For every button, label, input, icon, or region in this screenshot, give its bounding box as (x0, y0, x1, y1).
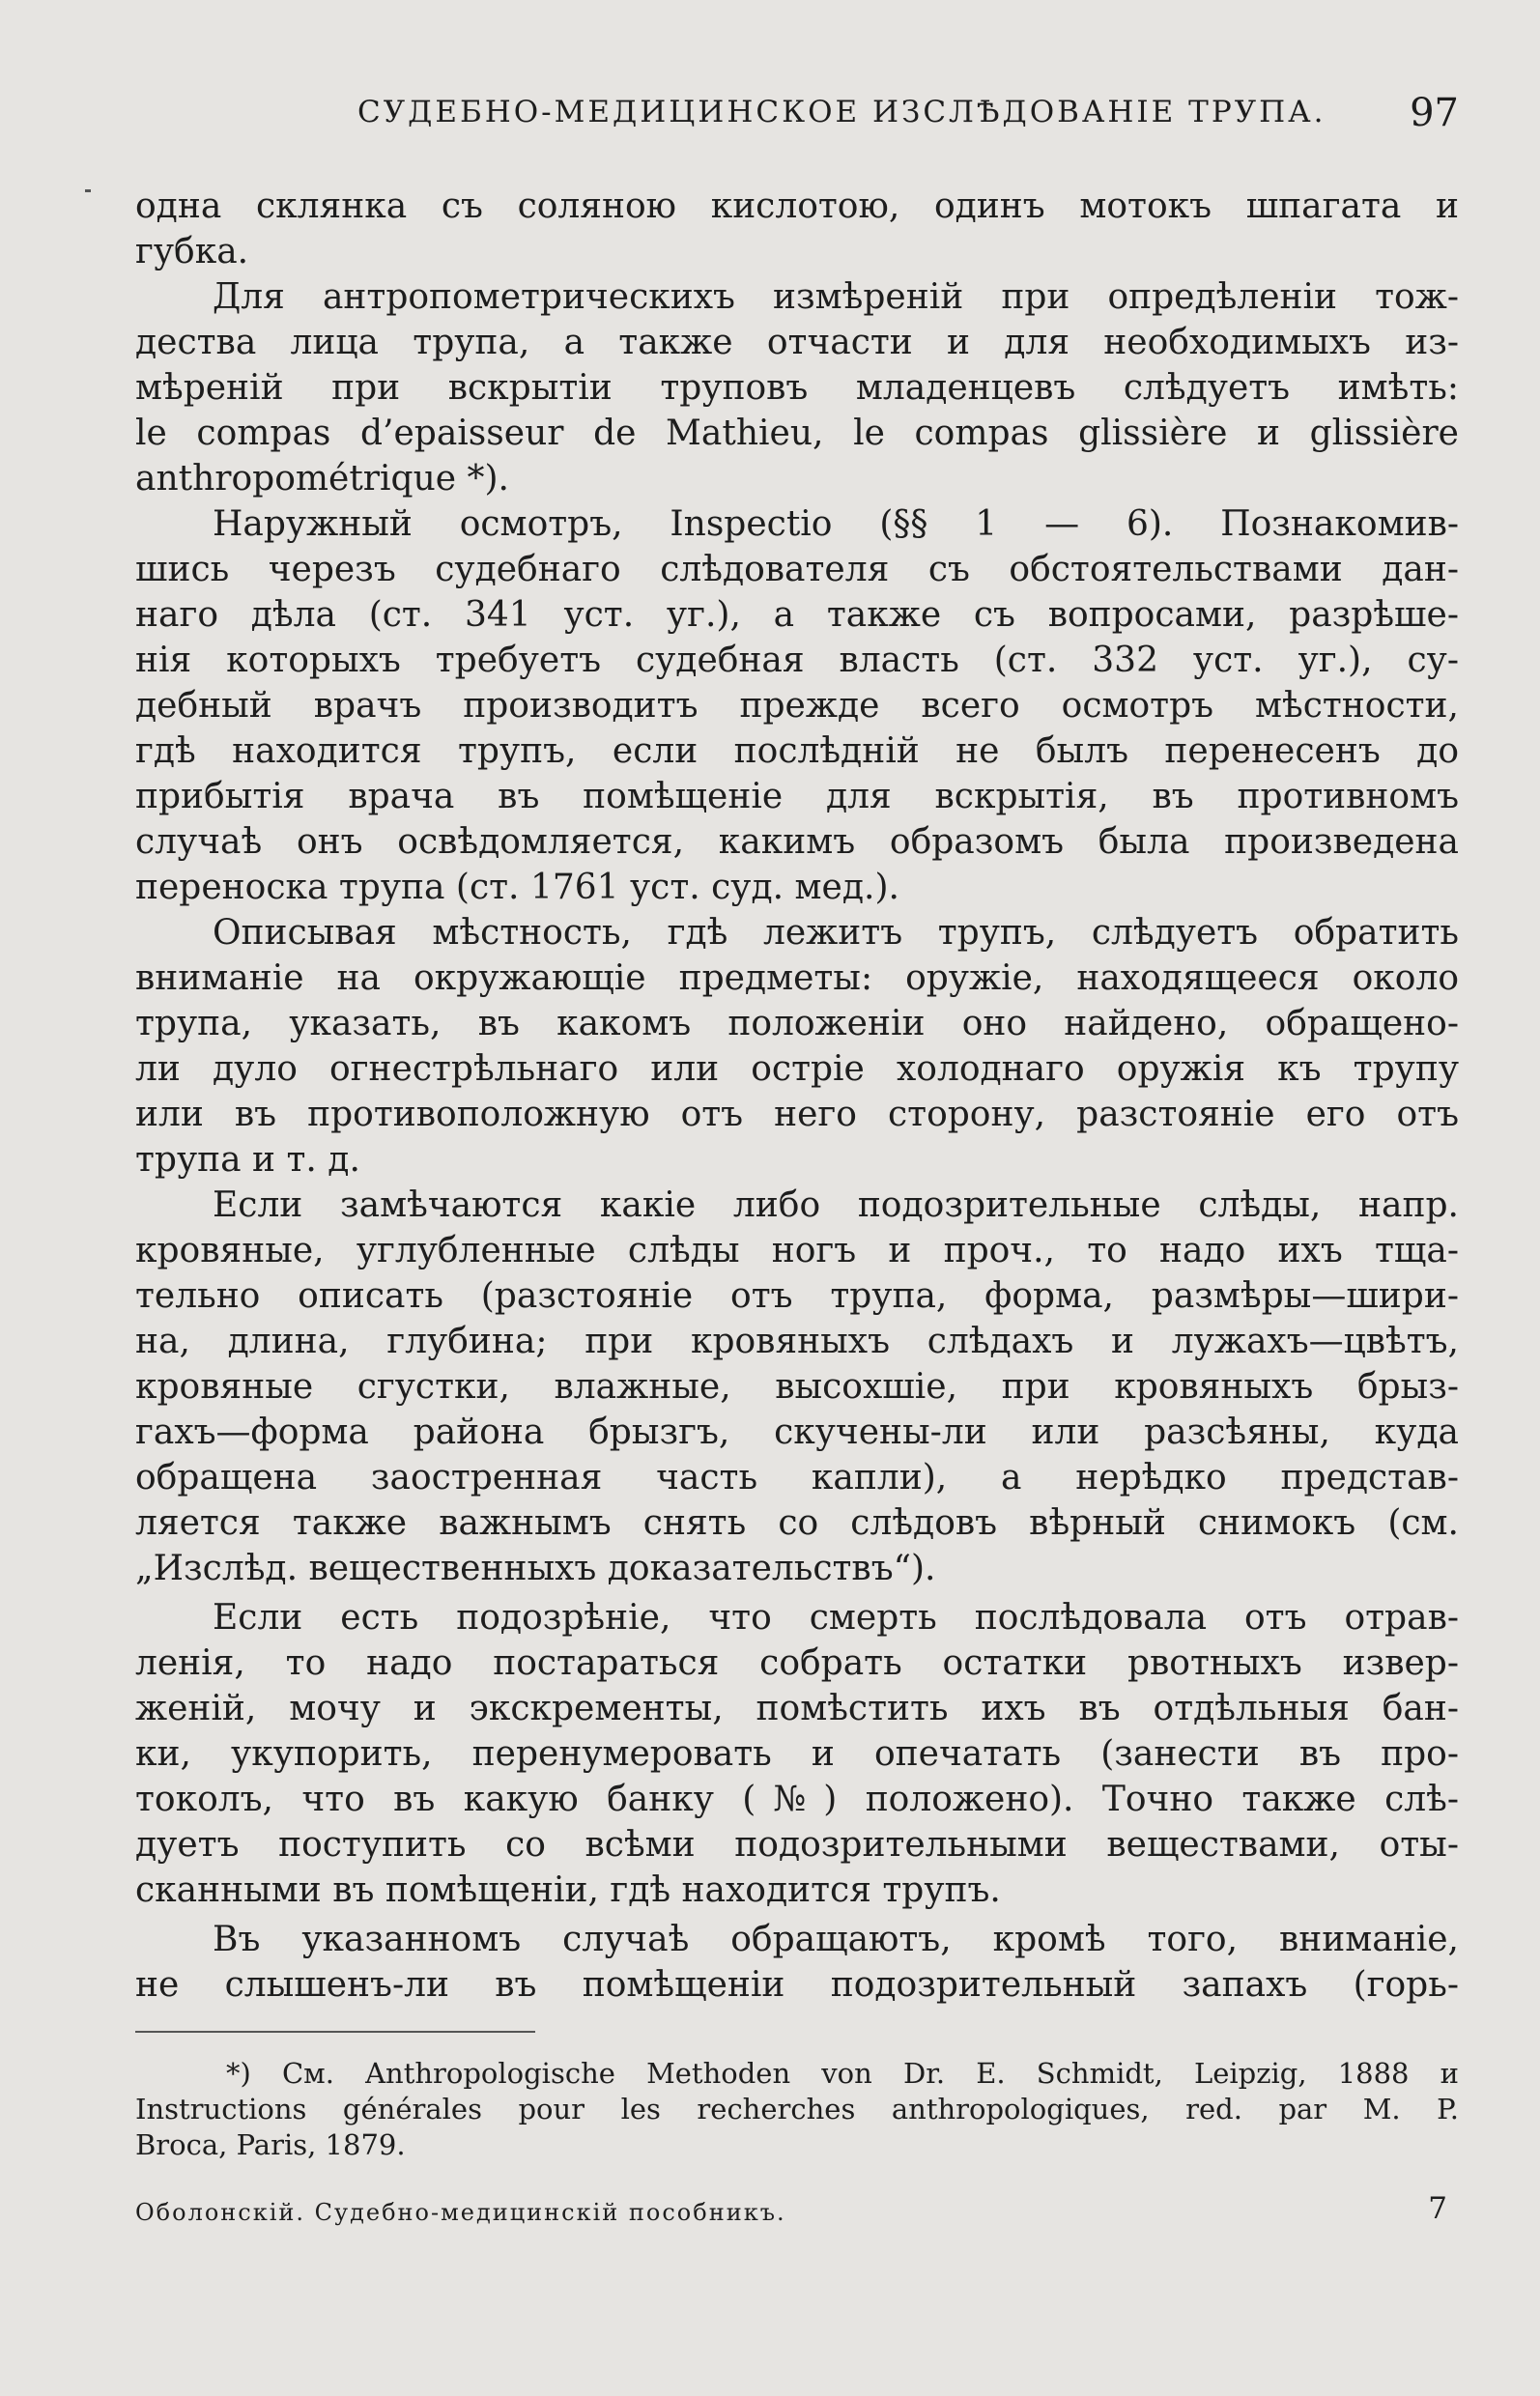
text-line: тельно описать (разстояніе отъ трупа, форма, размѣры—шири- (135, 1276, 1459, 1316)
text-line: наго дѣла (ст. 341 уст. уг.), а также съ вопросами, разрѣше- (135, 595, 1459, 635)
running-header (135, 91, 1459, 153)
text-line: обращена заостренная часть капли), а нерѣдко представ- (135, 1458, 1459, 1498)
footnote-divider (135, 2031, 535, 2033)
text-line: le compas d’epaisseur de Mathieu, le compas glissière и glissière (135, 414, 1459, 453)
text-line: ленія, то надо постараться собрать остатки рвотныхъ извер- (135, 1643, 1459, 1683)
text-line: вниманіе на окружающіе предметы: оружіе, находящееся около (135, 958, 1459, 998)
text-line: Въ указанномъ случаѣ обращаютъ, кромѣ того, вниманіе, (213, 1920, 1459, 1959)
text-line: Описывая мѣстность, гдѣ лежитъ трупъ, слѣдуетъ обратить (213, 913, 1459, 953)
text-line: гахъ—форма района брызгъ, скучены-ли или разсѣяны, куда (135, 1412, 1459, 1452)
text-line: anthropométrique *). (135, 459, 509, 499)
footnote-line: *) См. Anthropologische Methoden von Dr. E. Schmidt, Leipzig, 1888 и (226, 2057, 1459, 2090)
text-line: Для антропометрическихъ измѣреній при опредѣленіи тож- (213, 277, 1459, 317)
footnote-line: Broca, Paris, 1879. (135, 2128, 406, 2161)
text-line: ки, укупорить, перенумеровать и опечатать (занести въ про- (135, 1734, 1459, 1774)
text-line: гдѣ находится трупъ, если послѣдній не былъ перенесенъ до (135, 731, 1459, 771)
footnote (135, 2056, 1459, 2163)
text-line: ли дуло огнестрѣльнаго или остріе холоднаго оружія къ трупу (135, 1049, 1459, 1089)
text-line: дебный врачъ производитъ прежде всего осмотръ мѣстности, (135, 686, 1459, 726)
text-line: или въ противоположную отъ него сторону, разстояніе его отъ (135, 1095, 1459, 1134)
text-line: переноска трупа (ст. 1761 уст. суд. мед.). (135, 868, 899, 907)
signature-line (135, 2191, 1459, 2230)
text-line: женій, мочу и экскременты, помѣстить ихъ въ отдѣльныя бан- (135, 1689, 1459, 1728)
text-line: случаѣ онъ освѣдомляется, какимъ образомъ была произведена (135, 822, 1459, 862)
text-line: токолъ, что въ какую банку (№) положено). Точно также слѣ- (135, 1780, 1459, 1819)
running-title: СУДЕБНО-МЕДИЦИНСКОЕ ИЗСЛѢДОВАНІЕ ТРУПА. (357, 95, 1326, 129)
footnote-line: Instructions générales pour les recherches anthropologiques, red. par M. P. (135, 2093, 1459, 2125)
text-line: на, длина, глубина; при кровяныхъ слѣдахъ и лужахъ—цвѣтъ, (135, 1322, 1459, 1361)
text-line: прибытія врача въ помѣщеніе для вскрытія, въ противномъ (135, 777, 1459, 816)
text-line: Если замѣчаются какіе либо подозрительные слѣды, напр. (213, 1185, 1459, 1225)
text-line: трупа, указать, въ какомъ положеніи оно найдено, обращено- (135, 1004, 1459, 1043)
text-line: кровяные, углубленные слѣды ногъ и проч., то надо ихъ тща- (135, 1231, 1459, 1270)
text-line: Наружный осмотръ, Inspectio (§§ 1 — 6). Познакомив- (213, 504, 1459, 544)
text-line: дуетъ поступить со всѣми подозрительными веществами, оты- (135, 1825, 1459, 1865)
text-line: мѣреній при вскрытіи труповъ младенцевъ слѣдуетъ имѣть: (135, 368, 1459, 408)
book-signature: Оболонскій. Судебно-медицинскій пособникъ. (135, 2199, 786, 2226)
text-line: одна склянка съ соляною кислотою, одинъ мотокъ шпагата и (135, 186, 1459, 226)
body-text (135, 184, 1459, 2008)
text-line: трупа и т. д. (135, 1140, 360, 1180)
text-line: шись черезъ судебнаго слѣдователя съ обстоятельствами дан- (135, 550, 1459, 589)
text-line: сканными въ помѣщеніи, гдѣ находится трупъ. (135, 1870, 1001, 1910)
text-line: ляется также важнымъ снять со слѣдовъ вѣрный снимокъ (см. (135, 1503, 1459, 1543)
text-line: дества лица трупа, а также отчасти и для необходимыхъ из- (135, 323, 1459, 362)
print-speck (85, 189, 91, 192)
text-line: губка. (135, 232, 249, 271)
text-line: „Изслѣд. вещественныхъ доказательствъ“). (135, 1549, 936, 1588)
sheet-number: 7 (1428, 2191, 1447, 2226)
text-line: кровяные сгустки, влажные, высохшіе, при кровяныхъ брыз- (135, 1367, 1459, 1407)
text-line: Если есть подозрѣніе, что смерть послѣдовала отъ отрав- (213, 1598, 1459, 1638)
text-line: не слышенъ-ли въ помѣщеніи подозрительный запахъ (горь- (135, 1965, 1459, 2005)
page-number: 97 (1410, 91, 1459, 135)
text-line: нія которыхъ требуетъ судебная власть (ст. 332 уст. уг.), су- (135, 641, 1459, 680)
